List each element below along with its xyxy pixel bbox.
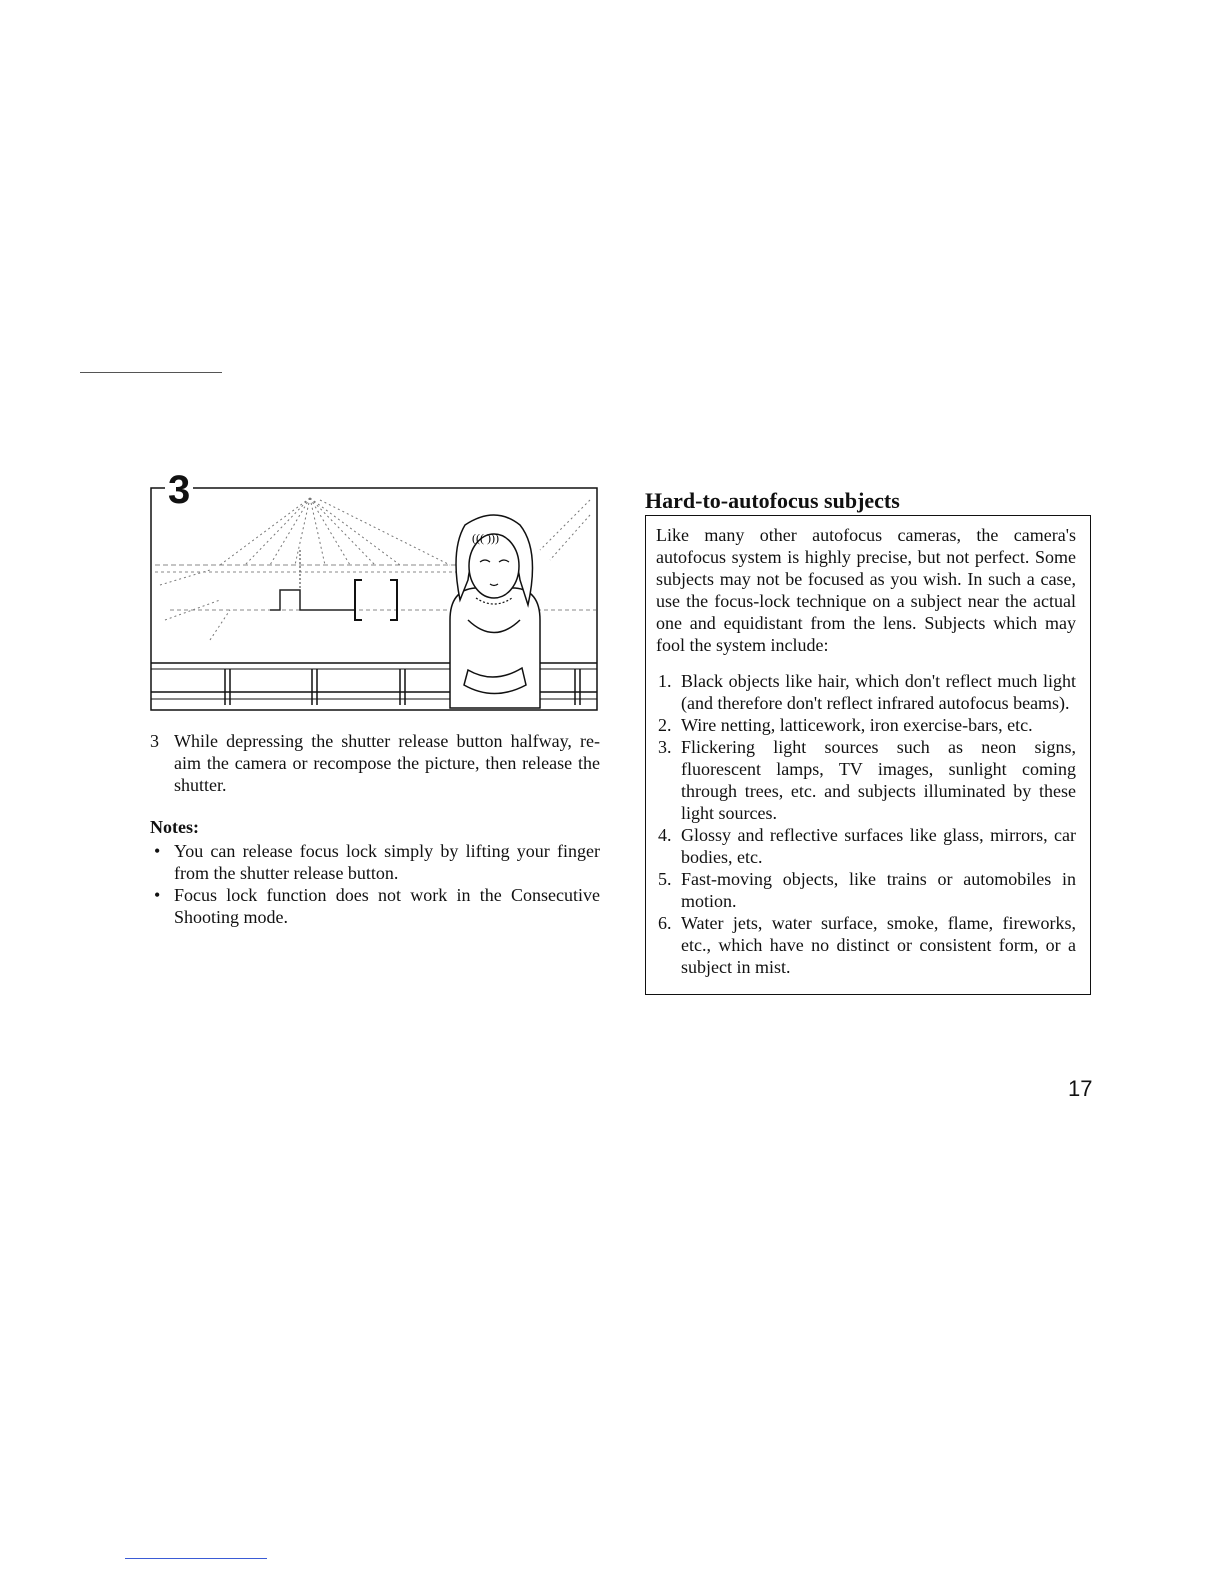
step-instruction <box>150 730 600 796</box>
note-item <box>150 884 600 928</box>
step-number: 3 <box>150 731 159 751</box>
list-item <box>656 868 1076 912</box>
list-item <box>656 912 1076 978</box>
section-intro: Like many other autofocus cameras, the camera's autofocus system is highly precise, but not perfect. Some subjects may not be focused as you wish. In such a case, use the focus-lock technique on a subject near the actual one and equidistant from the lens. Subjects which may fool the system include: <box>656 525 1076 655</box>
hair-marks: ((( ))) <box>472 531 499 545</box>
list-item <box>656 736 1076 824</box>
notes-heading: Notes: <box>150 817 199 837</box>
bullet-icon: • <box>154 885 161 905</box>
item-text: Wire netting, latticework, iron exercise-bars, etc. <box>681 715 1033 735</box>
hard-subjects-box <box>645 515 1091 995</box>
item-number: 6. <box>658 913 672 933</box>
step-body: While depressing the shutter release button halfway, re-aim the camera or recompose the picture, then release the shutter. <box>174 731 600 795</box>
viewfinder-illustration <box>150 470 598 712</box>
note-text: Focus lock function does not work in the Consecutive Shooting mode. <box>174 885 600 927</box>
section-title: Hard-to-autofocus subjects <box>645 488 900 513</box>
list-item <box>656 714 1076 736</box>
item-number: 3. <box>658 737 672 757</box>
item-number: 1. <box>658 671 672 691</box>
bullet-icon: • <box>154 841 161 861</box>
item-text: Flickering light sources such as neon signs, fluorescent lamps, TV images, sunlight coming through trees, etc. and subjects illuminated by these light sources. <box>681 737 1076 823</box>
item-text: Fast-moving objects, like trains or automobiles in motion. <box>681 869 1076 911</box>
step-label: 3 <box>165 470 193 510</box>
item-number: 2. <box>658 715 672 735</box>
item-number: 5. <box>658 869 672 889</box>
subjects-list <box>656 670 1076 978</box>
item-text: Black objects like hair, which don't reflect much light (and therefore don't reflect infrared autofocus beams). <box>681 671 1076 713</box>
viewfinder-drawing <box>150 470 598 712</box>
page-number: 17 <box>1068 1076 1093 1101</box>
list-item <box>656 824 1076 868</box>
item-text: Water jets, water surface, smoke, flame, fireworks, etc., which have no distinct or consistent form, or a subject in mist. <box>681 913 1076 977</box>
item-number: 4. <box>658 825 672 845</box>
top-rule <box>80 372 222 373</box>
notes-list <box>150 840 600 928</box>
note-text: You can release focus lock simply by lifting your finger from the shutter release button. <box>174 841 600 883</box>
note-item <box>150 840 600 884</box>
bottom-rule <box>125 1558 267 1559</box>
item-text: Glossy and reflective surfaces like glass, mirrors, car bodies, etc. <box>681 825 1076 867</box>
list-item <box>656 670 1076 714</box>
